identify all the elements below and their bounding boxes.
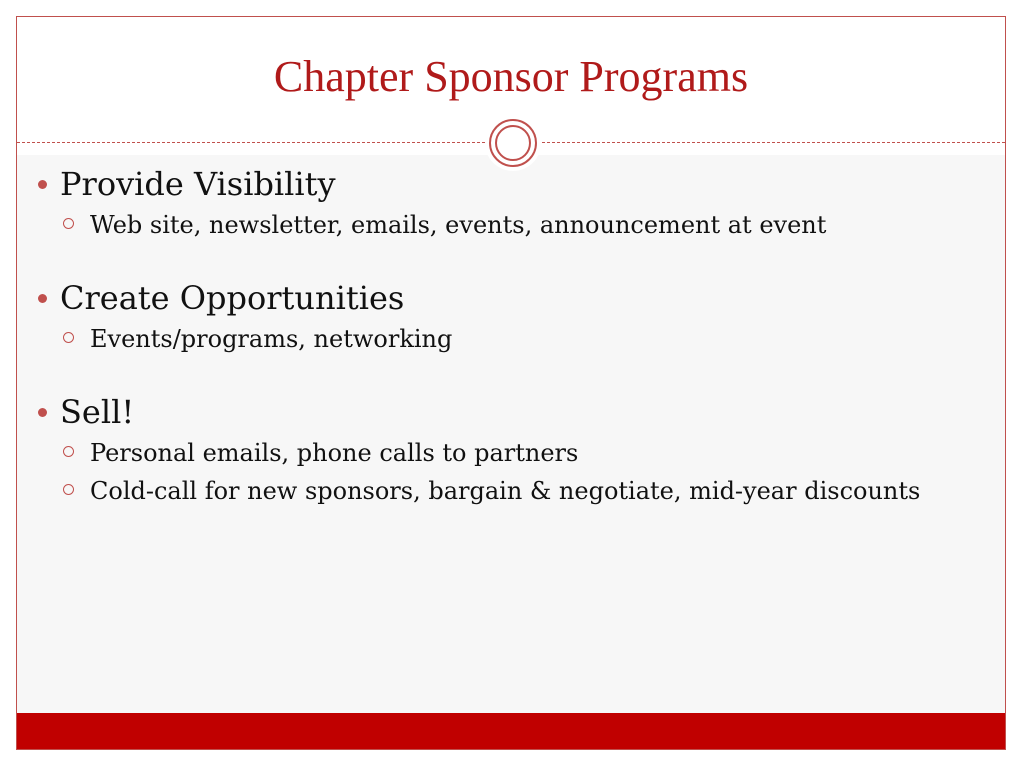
sub-bullet-item [38, 208, 938, 242]
bullet-group-visibility [38, 164, 938, 242]
hollow-circle-bullet-icon [63, 446, 74, 457]
bullet-item [38, 392, 938, 432]
sub-bullet-item [38, 474, 938, 508]
double-circle-ornament-icon [485, 115, 541, 171]
bullet-group-opportunities [38, 278, 938, 356]
bullet-item [38, 278, 938, 318]
bullet-text: Create Opportunities [60, 279, 405, 317]
sub-bullet-item [38, 436, 938, 470]
bullet-text: Sell! [60, 393, 135, 431]
hollow-circle-bullet-icon [63, 484, 74, 495]
filled-dot-bullet-icon [38, 294, 47, 303]
sub-bullet-text: Personal emails, phone calls to partners [90, 439, 579, 467]
filled-dot-bullet-icon [38, 408, 47, 417]
sub-bullet-text: Events/programs, networking [90, 325, 453, 353]
slide-title: Chapter Sponsor Programs [273, 52, 749, 101]
ornament-outer-ring [489, 119, 537, 167]
hollow-circle-bullet-icon [63, 218, 74, 229]
bullet-text: Provide Visibility [60, 165, 336, 203]
bullet-group-sell [38, 392, 938, 508]
bullet-item [38, 164, 938, 204]
filled-dot-bullet-icon [38, 180, 47, 189]
footer-bar [17, 713, 1005, 749]
sub-bullet-item [38, 322, 938, 356]
sub-bullet-text: Cold-call for new sponsors, bargain & negotiate, mid-year discounts [90, 477, 921, 505]
hollow-circle-bullet-icon [63, 332, 74, 343]
ornament-inner-ring [495, 125, 531, 161]
sub-bullet-text: Web site, newsletter, emails, events, announcement at event [90, 211, 827, 239]
bullet-list [38, 164, 938, 544]
